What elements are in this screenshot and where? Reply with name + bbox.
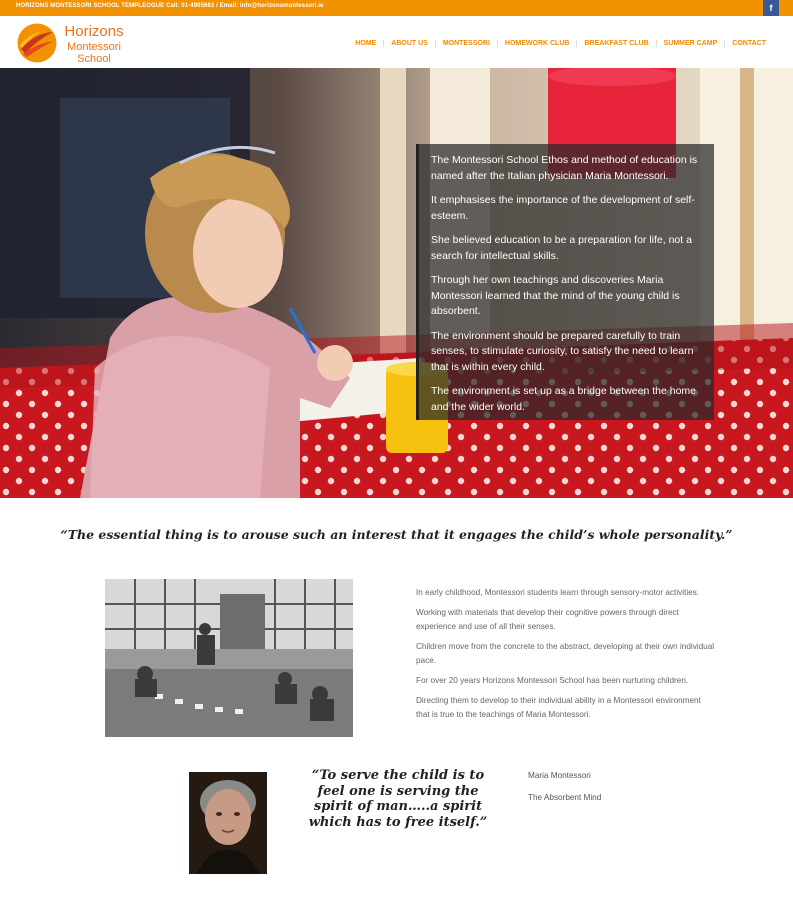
about-paragraph: For over 20 years Horizons Montessori School has been nurturing children. bbox=[416, 676, 689, 685]
hero-banner bbox=[0, 68, 793, 498]
logo-line-horizons: Horizons bbox=[64, 23, 124, 40]
nav-montessori[interactable]: MONTESSORI bbox=[435, 40, 497, 47]
about-paragraph: Children move from the concrete to the abstract, developing at their own individual pace. bbox=[416, 642, 715, 665]
ethos-paragraph: The environment is set up as a bridge between the home and the wider world. bbox=[431, 385, 696, 413]
nav-summer-camp[interactable]: SUMMER CAMP bbox=[656, 40, 725, 47]
classroom-photo bbox=[105, 579, 353, 737]
montessori-ethos-box bbox=[416, 144, 714, 420]
about-paragraph: Directing them to develop to their individual ability in a Montessori environment that is true to the teachings of Maria Montessori. bbox=[416, 696, 701, 719]
ethos-paragraph: She believed education to be a preparation for life, not a search for intellectual skills. bbox=[431, 234, 692, 262]
nav-contact[interactable]: CONTACT bbox=[724, 40, 773, 47]
logo-wordmark[interactable] bbox=[58, 24, 130, 65]
nav-home[interactable]: HOME bbox=[355, 40, 377, 47]
attribution-author: Maria Montessori bbox=[528, 771, 591, 780]
ethos-paragraph: The environment should be prepared carefully to train senses, to stimulate curiosity, to satisfy the need to learn that is within every child. bbox=[431, 329, 694, 373]
about-paragraph: In early childhood, Montessori students learn through sensory-motor activities. bbox=[416, 588, 700, 597]
nav-about-us[interactable]: ABOUT US bbox=[383, 40, 435, 47]
about-paragraph: Working with materials that develop their cognitive powers through direct experience and use of all their senses. bbox=[416, 608, 679, 631]
ethos-paragraph: The Montessori School Ethos and method of education is named after the Italian physician Maria Montessori. bbox=[431, 154, 698, 182]
top-contact-bar bbox=[0, 0, 793, 16]
facebook-icon[interactable]: f bbox=[763, 0, 779, 16]
about-text-column bbox=[416, 586, 716, 728]
site-header bbox=[0, 16, 793, 68]
quote-attribution bbox=[528, 771, 601, 815]
nav-homework-club[interactable]: HOMEWORK CLUB bbox=[497, 40, 577, 47]
serve-the-child-quote: “To serve the child is to feel one is serving the spirit of man…..a spirit which has to free itself.” bbox=[308, 768, 488, 830]
ethos-paragraph: Through her own teachings and discoveries Maria Montessori learned that the mind of the young child is absorbent. bbox=[431, 274, 680, 317]
ethos-paragraph: It emphasises the importance of the development of self-esteem. bbox=[431, 194, 695, 222]
maria-montessori-portrait bbox=[189, 772, 267, 874]
main-nav bbox=[348, 40, 773, 47]
logo-line-montessori: Montessori bbox=[67, 40, 121, 53]
montessori-quote: “The essential thing is to arouse such an interest that it engages the child’s whole personality.” bbox=[60, 527, 733, 542]
logo-line-school: School bbox=[77, 52, 111, 65]
nav-breakfast-club[interactable]: BREAKFAST CLUB bbox=[576, 40, 655, 47]
logo-icon[interactable] bbox=[17, 23, 57, 63]
contact-info-text: HORIZONS MONTESSORI SCHOOL TEMPLEOGUE Call: 01-4905663 / Email: info@horizonsmontessori.ie bbox=[16, 3, 324, 9]
attribution-source: The Absorbent Mind bbox=[528, 793, 602, 802]
